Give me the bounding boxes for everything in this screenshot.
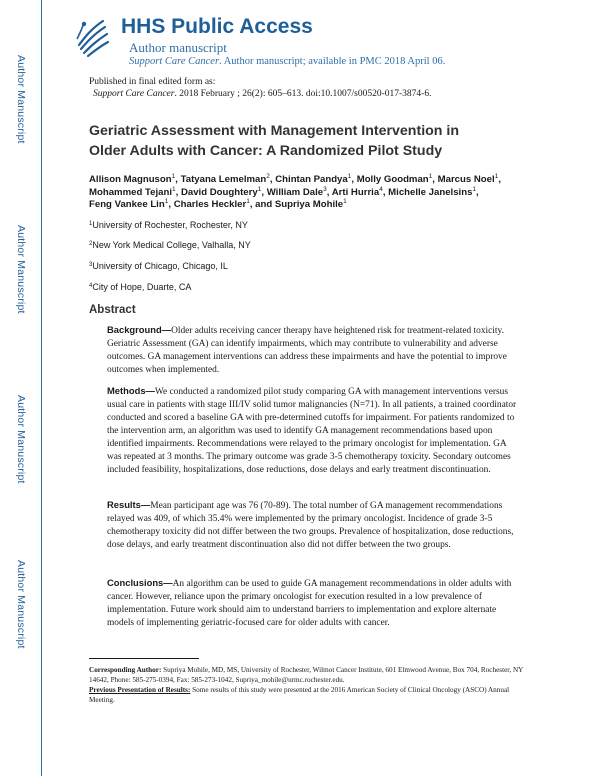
affiliation: $^4$City of Hope, Duarte, CA [89,282,192,292]
sidebar-label: Author Manuscript [15,55,27,144]
publication-citation [93,89,431,99]
author: Molly Goodman$^1$ [356,173,433,185]
manuscript-label: Author manuscript [129,40,227,55]
author: William Dale$^3$ [266,185,327,198]
pmc-citation [129,56,445,67]
affiliation: $^2$New York Medical College, Valhalla, NY [89,240,251,250]
author: Feng Vankee Lin$^1$ [89,198,169,210]
author: Charles Heckler$^1$ [173,198,250,210]
author: Michelle Janelsins$^1$ [388,185,477,198]
article-title: Geriatric Assessment with Management Intervention in Older Adults with Cancer: A Randomized Pilot Study [89,123,460,159]
footnote-rule [89,658,199,659]
journal-name: Support Care Cancer [129,56,220,67]
author: Allison Magnuson$^1$ [89,173,176,185]
abstract-conclusions: Conclusions—An algorithm can be used to guide GA management recommendations in older adults with cancer. However, reliance upon the primary oncologist for execution resulted in a low prevalence of implementation. Future work should aim to understand barriers to implementation and explore alternate models of implementing geriatric-focused care for older adults with cancer. [107,577,512,628]
sidebar-label: Author Manuscript [15,395,27,484]
journal-name: Support Care Cancer [93,89,175,99]
author: David Doughtery$^1$ [180,185,262,198]
corresponding-author-note: Corresponding Author: Supriya Mohile, MD, MS, University of Rochester, Wilmot Cancer Institute, 601 Elmwood Avenue, Box 704, Rochester, NY 14642, Phone: 585-275-0394, Fax: 585-273-1042, Supriya_mohile@urmc.rochester.edu. [89,666,524,684]
published-label: Published in final edited form as: [89,77,216,87]
sidebar-label: Author Manuscript [15,560,27,649]
author: Arti Hurria$^4$ [331,185,383,198]
hhs-eagle-logo [73,15,111,59]
author: Tatyana Lemelman$^2$ [180,173,270,185]
sidebar-rule [41,0,42,776]
publication-details: . 2018 February ; 26(2): 605–613. doi:10.1007/s00520-017-3874-6. [174,89,432,99]
abstract-methods: Methods—We conducted a randomized pilot study comparing GA with management interventions versus usual care in patients with stage III/IV solid tumor malignancies (N=71). In all patients, a trained coordinator conducted and scored a baseline GA with pre-determined cutoffs for impairment. For patients randomized to the intervention arm, an algorithm was used to identify GA management recommendations based upon identified impairments. Recommendations were relayed to the primary oncologist for implementation. GA was repeated at 3 months. The primary outcome was grade 3-5 chemotherapy toxicity. Secondary outcomes included feasibility, hospitalizations, dose reductions, dose delays and early treatment discontinuation. [107,385,517,475]
author: Mohammed Tejani$^1$ [89,185,176,198]
previous-presentation-note: Previous Presentation of Results: Some results of this study were presented at the 2016 American Society of Clinical Oncology (ASCO) Annual Meeting. [89,686,510,704]
abstract-background: Background—Older adults receiving cancer therapy have heightened risk for treatment-related toxicity. Geriatric Assessment (GA) can identify impairments, which may contribute to vulnerability and adverse outcomes. GA management interventions can address these impairments and have the potential to improve outcomes when implemented. [107,324,507,375]
abstract-results: Results—Mean participant age was 76 (70-89). The total number of GA management recommendations relayed was 409, of which 35.4% were implemented by the primary oncologist. Incidence of grade 3-5 chemotherapy toxicity did not differ between the two groups. Prevalence of hospitalization, dose reductions, dose delays, and early treatment discontinuation also did not differ between the two groups. [107,499,514,550]
hhs-title: HHS Public Access [121,15,313,38]
author: Marcus Noel$^1$ [437,173,499,185]
author: Chintan Pandya$^1$ [275,173,352,185]
author: Supriya Mohile$^1$ [274,198,347,210]
sidebar-label: Author Manuscript [15,225,27,314]
pmc-availability: . Author manuscript; available in PMC 2018 April 06. [219,56,446,67]
affiliation: $^1$University of Rochester, Rochester, NY [89,220,248,230]
affiliation: $^3$University of Chicago, Chicago, IL [89,261,228,271]
author-list: Allison Magnuson$^1$, Tatyana Lemelman$^2$, Chintan Pandya$^1$, Molly Goodman$^1$, Marcus Noel$^1$, Mohammed Tejani$^1$, David Doughtery$^1$, William Dale$^3$, Arti Hurria$^4$, Michelle Janelsins$^1$, Feng Vankee Lin$^1$, Charles Heckler$^1$, and Supriya Mohile$^1$ [89,173,501,210]
abstract-heading: Abstract [89,304,136,316]
